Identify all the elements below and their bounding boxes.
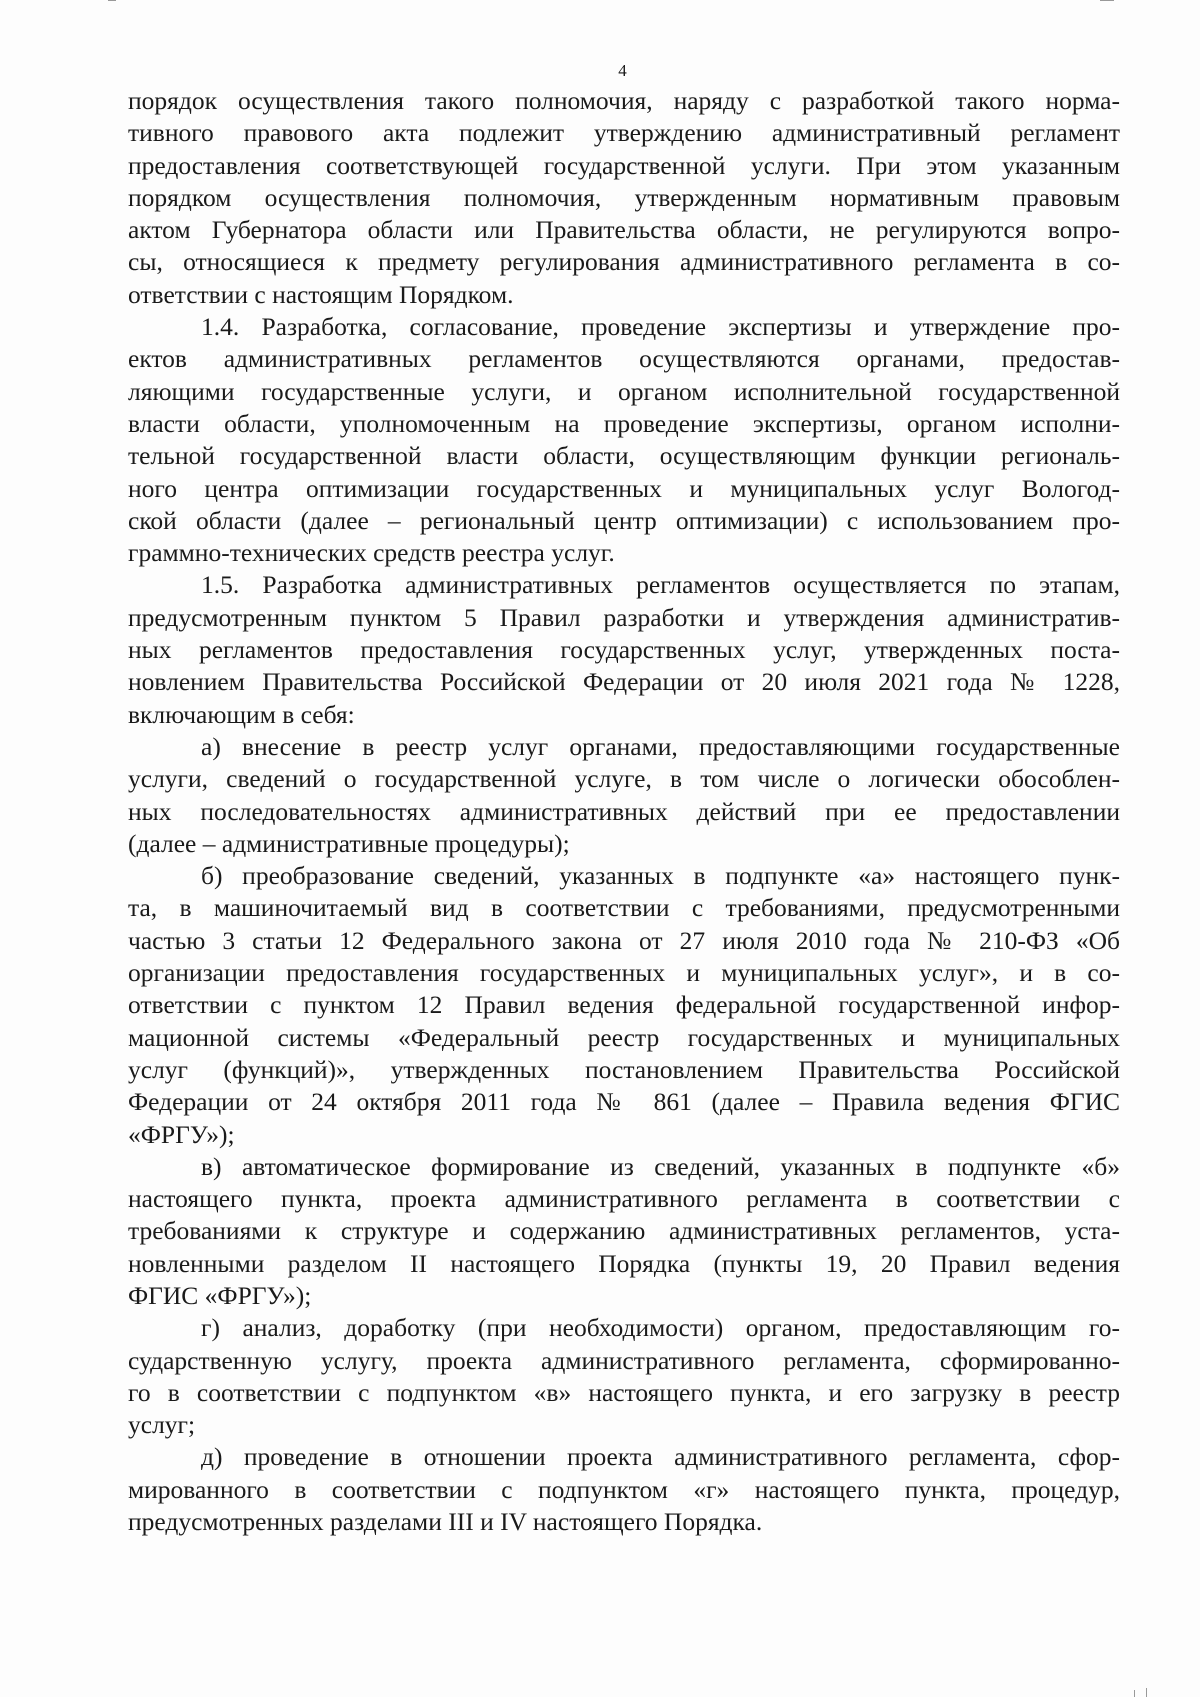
text-line: Федерации от 24 октября 2011 года № 861 (далее – Правила ведения ФГИС: [128, 1087, 1120, 1117]
text-line: услуг;: [128, 1410, 196, 1440]
text-line: новленными разделом II настоящего Порядка (пункты 19, 20 Правил ведения: [128, 1248, 1120, 1278]
text-line: новлением Правительства Российской Федерации от 20 июля 2021 года № 1228,: [128, 667, 1120, 697]
text-line: б) преобразование сведений, указанных в подпункте «а» настоящего пунк-: [201, 861, 1120, 891]
page-number: 4: [618, 61, 627, 80]
text-line: ответствии с пунктом 12 Правил ведения федеральной государственной инфор-: [128, 990, 1120, 1020]
text-line: власти области, уполномоченным на проведение экспертизы, органом исполни-: [128, 408, 1120, 438]
list-item: [128, 1312, 1120, 1441]
text-line: (далее – административные процедуры);: [128, 828, 570, 858]
paragraph: [128, 311, 1120, 569]
document-body: [128, 85, 1120, 1538]
text-line: го в соответствии с подпунктом «в» настоящего пункта, и его загрузку в реестр: [128, 1377, 1120, 1407]
text-line: тельной государственной власти области, осуществляющим функции региональ-: [128, 441, 1120, 471]
text-line: предусмотренных разделами III и IV настоящего Порядка.: [128, 1507, 763, 1537]
text-line: сы, относящиеся к предмету регулирования административного регламента в со-: [128, 247, 1120, 277]
text-line: та, в машиночитаемый вид в соответствии с требованиями, предусмотренными: [128, 893, 1120, 923]
text-line: сударственную услугу, проекта административного регламента, сформированно-: [128, 1345, 1120, 1375]
text-line: требованиями к структуре и содержанию административных регламентов, уста-: [128, 1216, 1120, 1246]
text-line: ных регламентов предоставления государственных услуг, утвержденных поста-: [128, 635, 1120, 665]
text-line: услуг (функций)», утвержденных постановлением Правительства Российской: [128, 1054, 1120, 1084]
scan-artifact: [1146, 1688, 1147, 1697]
paragraph: [128, 85, 1120, 311]
text-line: организации предоставления государственных и муниципальных услуг», и в со-: [128, 958, 1120, 988]
text-line: ФГИС «ФРГУ»);: [128, 1280, 312, 1310]
text-line: в) автоматическое формирование из сведений, указанных в подпункте «б»: [201, 1151, 1120, 1181]
paragraph: [128, 569, 1120, 730]
text-line: ской области (далее – региональный центр оптимизации) с использованием про-: [128, 505, 1120, 535]
text-line: а) внесение в реестр услуг органами, предоставляющими государственные: [201, 731, 1120, 761]
text-line: предусмотренным пунктом 5 Правил разработки и утверждения административ-: [128, 602, 1120, 632]
list-item: [128, 1441, 1120, 1538]
text-line: порядком осуществления полномочия, утвержденным нормативным правовым: [128, 182, 1120, 212]
text-line: граммно-технических средств реестра услуг.: [128, 538, 615, 568]
text-line: ных последовательностях административных действий при ее предоставлении: [128, 796, 1120, 826]
text-line: 1.4. Разработка, согласование, проведение экспертизы и утверждение про-: [201, 312, 1120, 342]
text-line: ектов административных регламентов осуществляются органами, предостав-: [128, 344, 1120, 374]
text-line: 1.5. Разработка административных регламентов осуществляется по этапам,: [201, 570, 1120, 600]
text-line: настоящего пункта, проекта административного регламента в соответствии с: [128, 1184, 1120, 1214]
text-line: ответствии с настоящим Порядком.: [128, 279, 514, 309]
text-line: частью 3 статьи 12 Федерального закона от 27 июля 2010 года № 210-ФЗ «Об: [128, 925, 1120, 955]
text-line: мационной системы «Федеральный реестр государственных и муниципальных: [128, 1022, 1120, 1052]
text-line: ляющими государственные услуги, и органом исполнительной государственной: [128, 376, 1120, 406]
text-line: услуги, сведений о государственной услуге, в том числе о логически обособлен-: [128, 764, 1120, 794]
text-line: актом Губернатора области или Правительства области, не регулируются вопро-: [128, 215, 1120, 245]
scan-artifact: [108, 0, 116, 1]
text-line: ного центра оптимизации государственных и муниципальных услуг Вологод-: [128, 473, 1120, 503]
list-item: [128, 1151, 1120, 1312]
text-line: «ФРГУ»);: [128, 1119, 235, 1149]
text-line: д) проведение в отношении проекта административного регламента, сфор-: [201, 1442, 1120, 1472]
text-line: г) анализ, доработку (при необходимости) органом, предоставляющим го-: [201, 1313, 1120, 1343]
text-line: включающим в себя:: [128, 699, 355, 729]
text-line: порядок осуществления такого полномочия, наряду с разработкой такого норма-: [128, 86, 1120, 115]
text-line: мированного в соответствии с подпунктом «г» настоящего пункта, процедур,: [128, 1474, 1120, 1504]
list-item: [128, 731, 1120, 860]
list-item: [128, 860, 1120, 1151]
text-line: тивного правового акта подлежит утверждению административный регламент: [128, 118, 1120, 148]
scan-artifact: [1100, 0, 1114, 1]
text-line: предоставления соответствующей государственной услуги. При этом указанным: [128, 150, 1120, 180]
scan-artifact: [1134, 1690, 1135, 1697]
